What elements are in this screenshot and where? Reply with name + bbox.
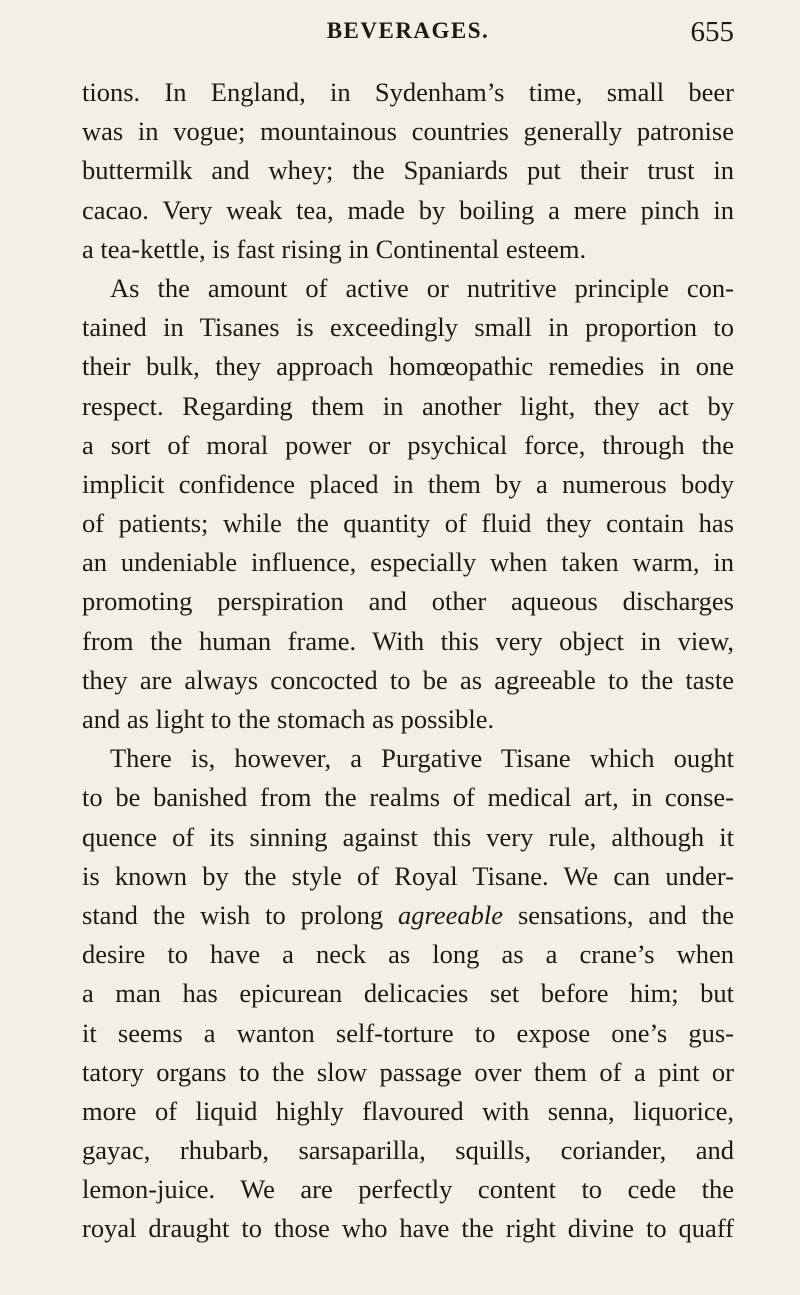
text-line: was in vogue; mountainous countries generally patronise [82,116,734,147]
text-line: tions. In England, in Sydenham’s time, small beer [82,77,734,107]
text-line: they are always concocted to be as agreeable to the taste [82,664,734,695]
emphasis-word: agreeable [398,899,504,930]
page-number: 655 [690,16,734,48]
text-line: implicit confidence placed in them by a numerous body [82,468,734,499]
text-line: it seems a wanton self-torture to expose one’s gus- [82,1017,734,1048]
text-line: cacao. Very weak tea, made by boiling a mere pinch in [82,194,734,225]
text-body [82,73,734,1249]
text-line: and as light to the stomach as possible. [82,704,495,734]
text-line: to be banished from the realms of medical art, in conse- [82,782,734,813]
text-line: a sort of moral power or psychical force, through the [82,429,734,460]
text-line: is known by the style of Royal Tisane. We can under- [82,860,734,891]
text-line: royal draught to those who have the right divine to quaff [82,1213,734,1244]
text-line: tained in Tisanes is exceedingly small in proportion to [82,312,734,343]
text-line: quence of its sinning against this very rule, although it [82,821,734,852]
text-line: of patients; while the quantity of fluid they contain has [82,508,734,539]
running-title: BEVERAGES. [326,18,490,43]
text-line: more of liquid highly flavoured with senna, liquorice, [82,1095,734,1126]
text-line: their bulk, they approach homœopathic remedies in one [82,351,734,382]
text-line: There is, however, a Purgative Tisane which ought [110,743,734,774]
text-line: gayac, rhubarb, sarsaparilla, squills, coriander, and [82,1135,734,1166]
text-line: lemon-juice. We are perfectly content to cede the [82,1174,734,1205]
text-line: a man has epicurean delicacies set before him; but [82,978,734,1009]
text-line: from the human frame. With this very object in view, [82,625,734,656]
text-line: respect. Regarding them in another light, they act by [82,390,734,421]
running-head [82,18,734,58]
text-line: promoting perspiration and other aqueous discharges [82,586,734,617]
text-line: desire to have a neck as long as a crane’s when [82,939,734,970]
text-line: As the amount of active or nutritive principle con- [110,272,734,303]
text-line: a tea-kettle, is fast rising in Continental esteem. [82,233,587,264]
text-segment: stand the wish to prolong [82,899,399,930]
text-line [82,896,734,935]
text-line: an undeniable influence, especially when taken warm, in [82,547,734,578]
text-segment: sensations, and the [503,899,734,930]
text-line: buttermilk and whey; the Spaniards put their trust in [82,155,734,186]
text-line: tatory organs to the slow passage over them of a pint or [82,1056,734,1087]
